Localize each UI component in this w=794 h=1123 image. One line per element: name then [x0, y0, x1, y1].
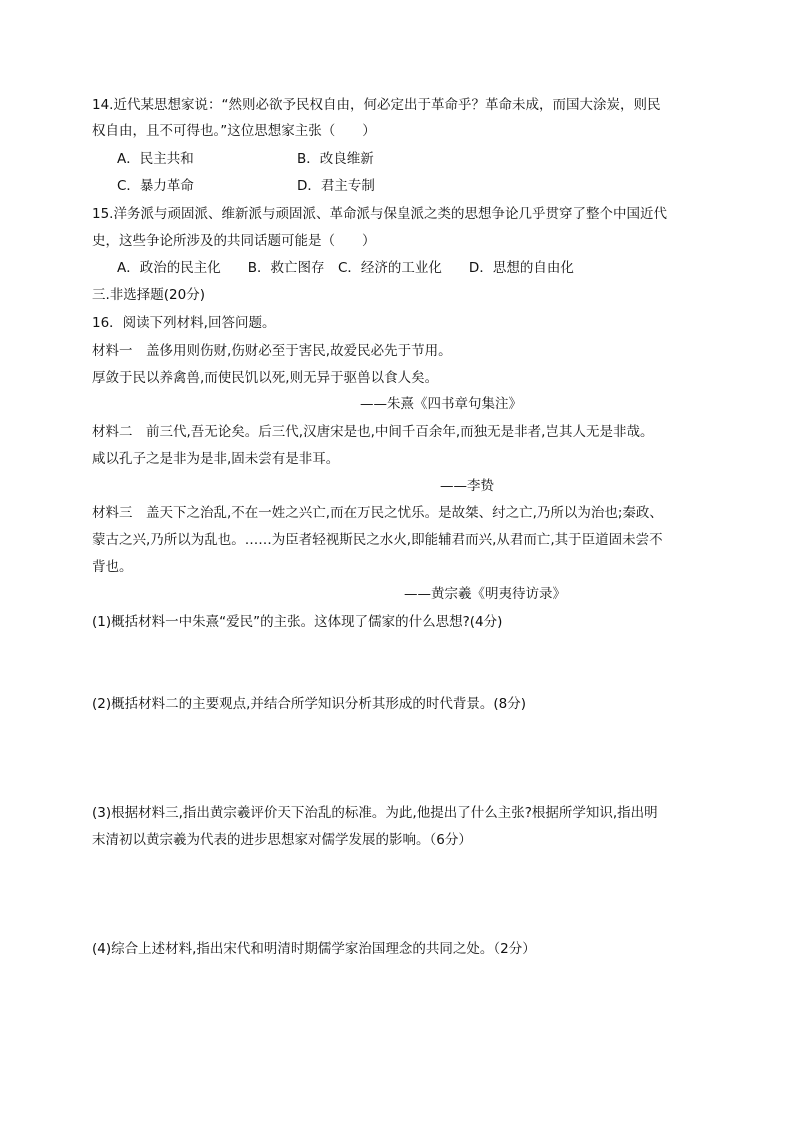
- material3-line2: 蒙古之兴,乃所以为乱也。……为臣者轻视斯民之水火,即能辅君而兴,从君而亡,其于臣道固未尝不: [92, 532, 663, 548]
- q16-intro: 16．阅读下列材料,回答问题。: [92, 315, 276, 331]
- subquestion-3-line2: 末清初以黄宗羲为代表的进步思想家对儒学发展的影响。（6分）: [92, 832, 472, 848]
- q14-option-b: B．改良维新: [297, 151, 374, 167]
- q14-option-a: A．民主共和: [117, 151, 194, 167]
- q15-stem-line1: 15.洋务派与顽固派、维新派与顽固派、革命派与保皇派之类的思想争论几乎贯穿了整个中国近代: [92, 206, 667, 222]
- q14-stem-line1: 14.近代某思想家说：“然则必欲予民权自由，何必定出于革命乎？革命未成，而国大涂炭，则民: [92, 97, 661, 113]
- subquestion-3-line1: (3)根据材料三,指出黄宗羲评价天下治乱的标准。为此,他提出了什么主张?根据所学知识,指出明: [92, 805, 658, 821]
- subquestion-2: (2)概括材料二的主要观点,并结合所学知识分析其形成的时代背景。(8分): [92, 696, 527, 712]
- section3-title: 三.非选择题(20分): [92, 287, 206, 303]
- subquestion-1: (1)概括材料一中朱熹“爱民”的主张。这体现了儒家的什么思想?(4分): [92, 614, 503, 630]
- material3-line1: 材料三 盖天下之治乱,不在一姓之兴亡,而在万民之忧乐。是故桀、纣之亡,乃所以为治也;秦政、: [92, 505, 663, 521]
- q15-stem-line2: 史，这些争论所涉及的共同话题可能是（ ）: [92, 233, 376, 249]
- material3-line3: 背也。: [92, 559, 133, 575]
- material1-source: ——朱熹《四书章句集注》: [360, 396, 522, 412]
- q14-option-d: D．君主专制: [297, 178, 375, 194]
- material2-line1: 材料二 前三代,吾无论矣。后三代,汉唐宋是也,中间千百余年,而独无是非者,岂其人无是非哉。: [92, 424, 654, 440]
- subquestion-4: (4)综合上述材料,指出宋代和明清时期儒学家治国理念的共同之处。（2分）: [92, 941, 536, 957]
- material3-source: ——黄宗羲《明夷待访录》: [404, 586, 566, 602]
- material1-line2: 厚敛于民以养禽兽,而使民饥以死,则无异于驱兽以食人矣。: [92, 370, 439, 386]
- q15-options: A．政治的民主化 B．救亡图存 C．经济的工业化 D．思想的自由化: [117, 260, 574, 276]
- q14-stem-line2: 权自由，且不可得也。”这位思想家主张（ ）: [92, 123, 376, 139]
- material1-line1: 材料一 盖侈用则伤财,伤财必至于害民,故爱民必先于节用。: [92, 343, 452, 359]
- material2-line2: 咸以孔子之是非为是非,固未尝有是非耳。: [92, 451, 340, 467]
- q14-option-c: C．暴力革命: [117, 178, 194, 194]
- material2-source: ——李贽: [440, 478, 494, 494]
